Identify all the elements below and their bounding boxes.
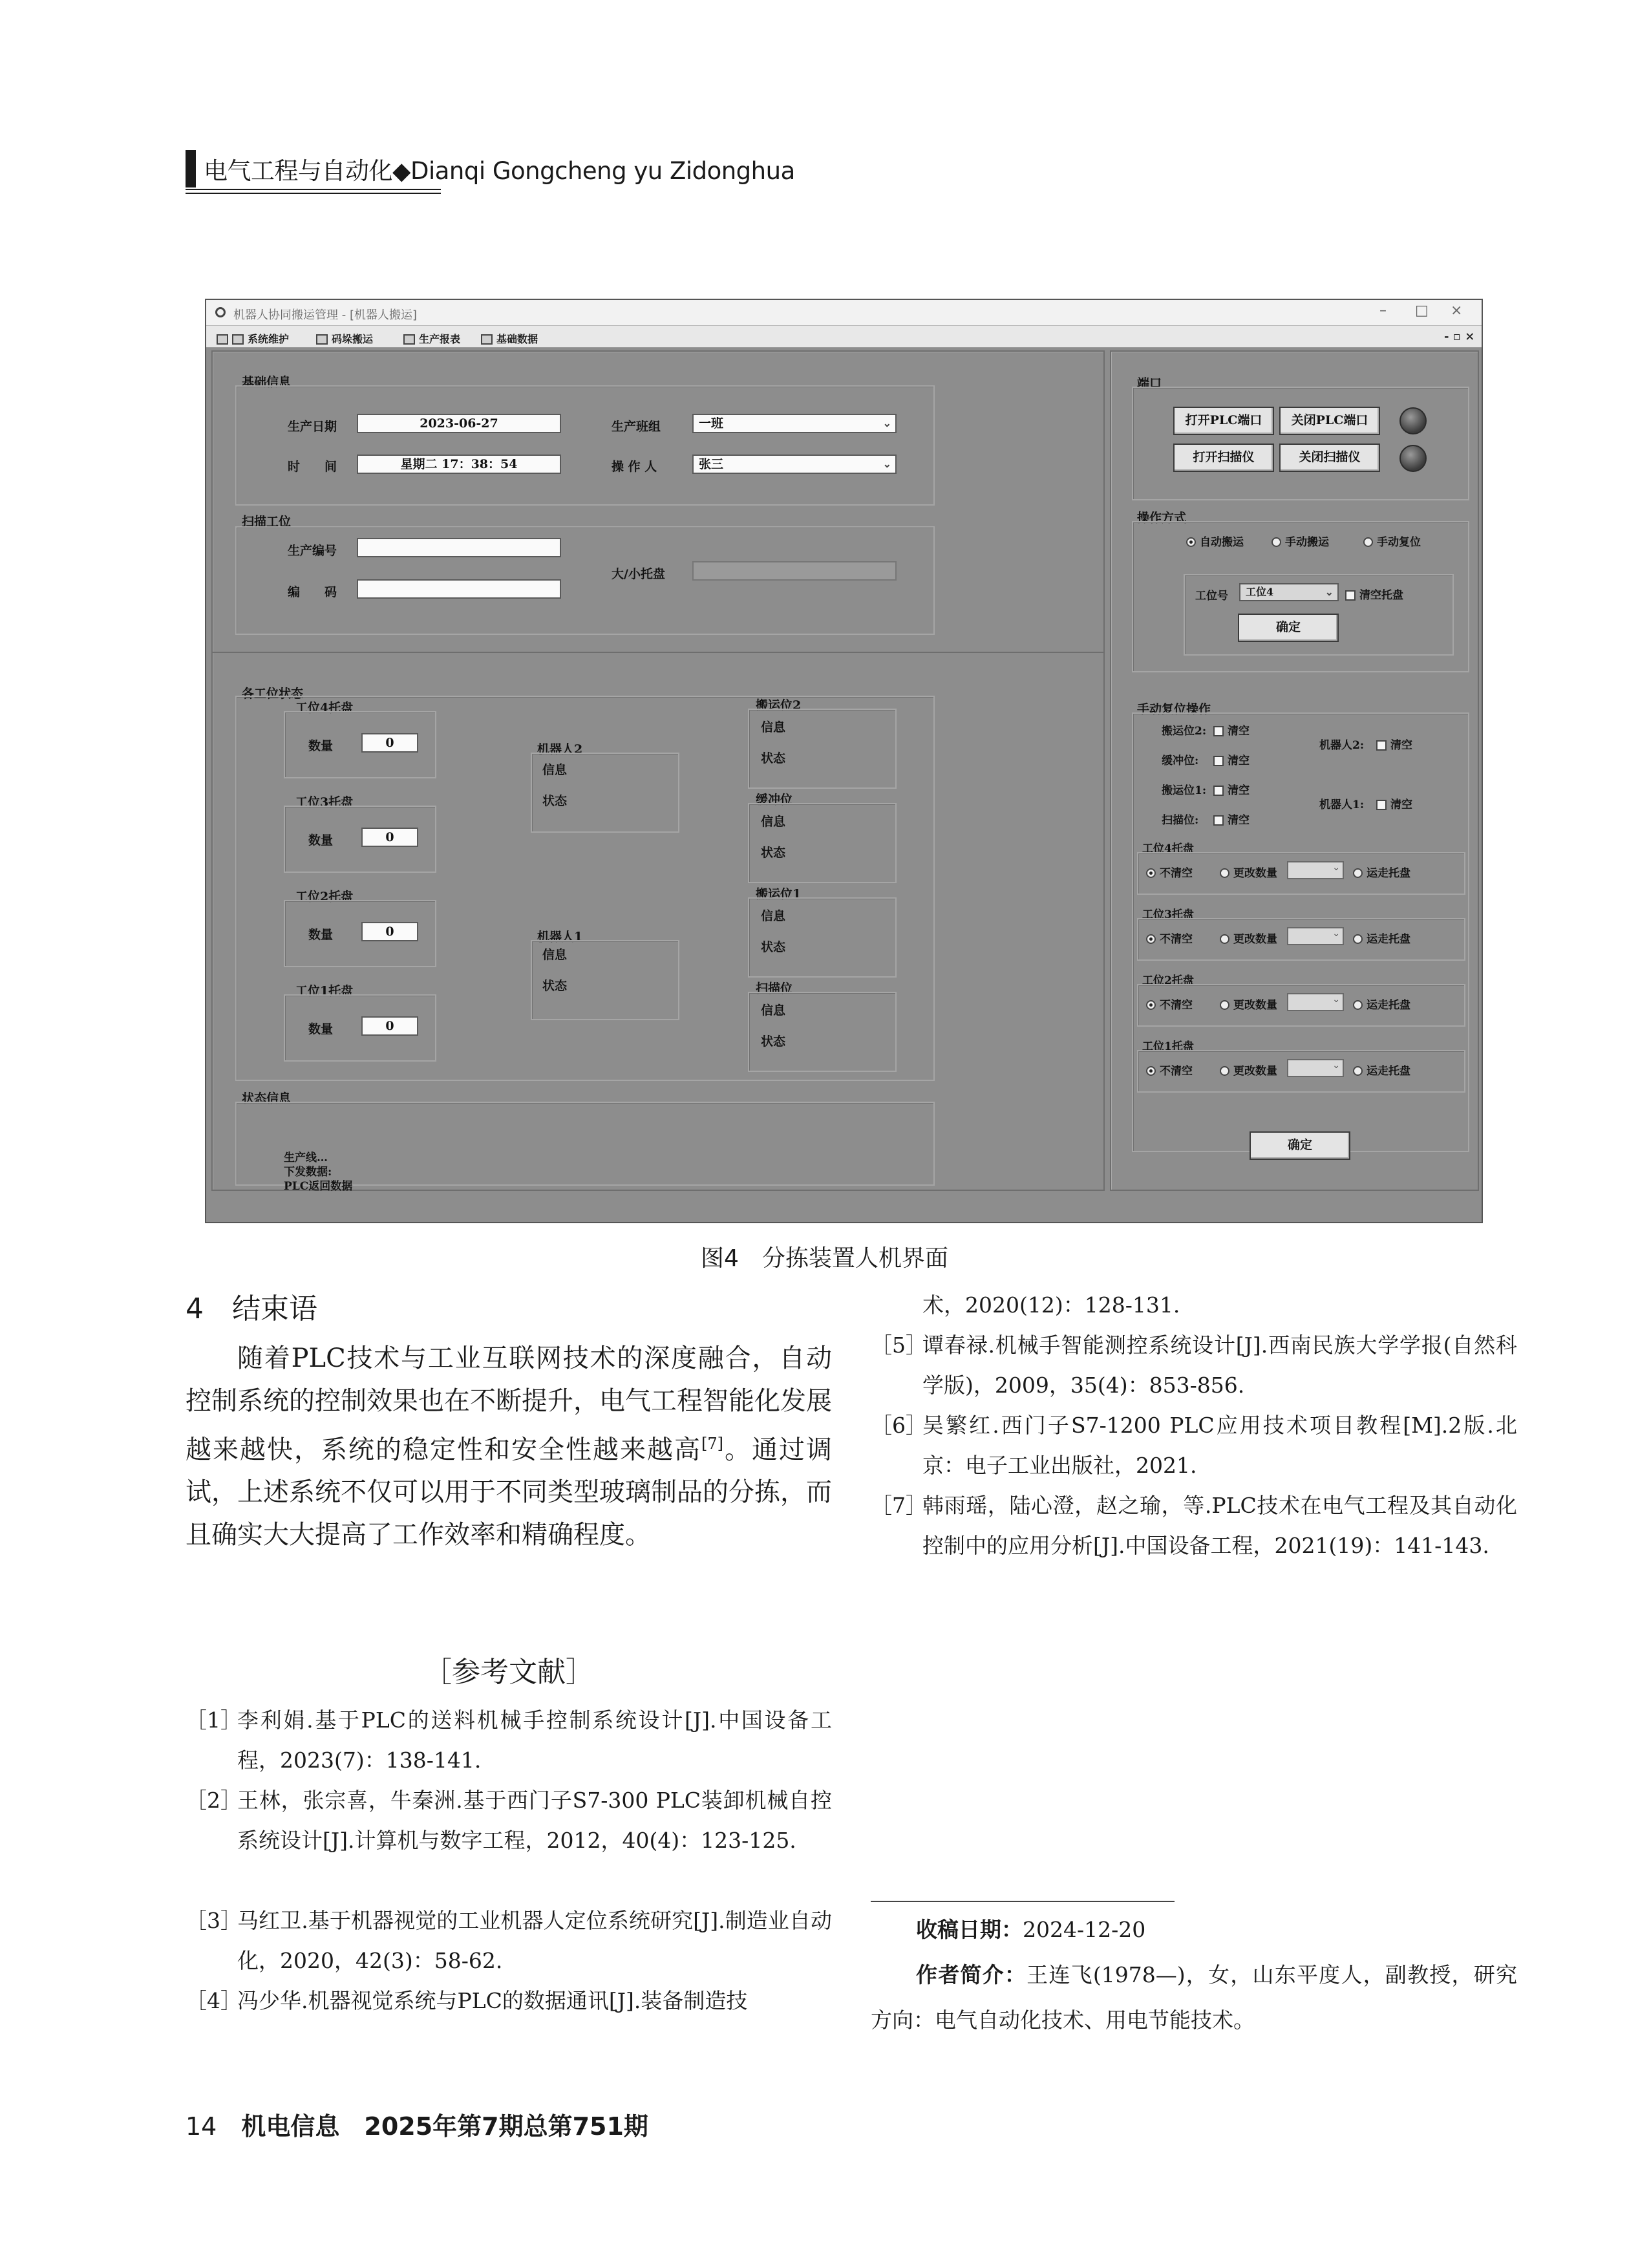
tray4-qty-select[interactable]: [1287, 861, 1344, 879]
robot1-info: 信息: [542, 948, 568, 962]
reference-text: 术，2020(12)：128-131.: [922, 1292, 1180, 1318]
menu-label: 生产报表: [419, 333, 461, 345]
pos-carry1-info: 信息: [761, 909, 786, 923]
radio-off-icon: [1353, 1000, 1363, 1010]
tray2-label: 工位2托盘: [295, 890, 354, 904]
reset-tray3-label: 工位3托盘: [1142, 908, 1194, 921]
tray4-change-radio[interactable]: [1220, 864, 1277, 880]
reference-text: 冯少华.机器视觉系统与PLC的数据通讯[J].装备制造技: [237, 1988, 748, 2013]
reference-item: [186, 1781, 832, 1901]
report-icon: [403, 334, 415, 345]
date-label: 生产日期: [288, 420, 337, 434]
checkbox-icon: [1213, 726, 1224, 736]
basedata-icon: [481, 334, 493, 345]
tray4-label: 工位4托盘: [295, 701, 354, 715]
reference-text: 韩雨瑶，陆心澄，赵之瑜，等.PLC技术在电气工程及其自动化控制中的应用分析[J].中国设备工程，2021(19)：141-143.: [922, 1493, 1517, 1558]
clear-tray-checkbox[interactable]: [1345, 586, 1403, 602]
robot2-label: 机器人2: [537, 742, 583, 756]
checkbox-label: 清空: [1228, 725, 1250, 738]
prod-no-input[interactable]: [357, 538, 561, 557]
tray4-qty: 0: [361, 733, 418, 753]
pos-buffer-state: 状态: [761, 846, 786, 860]
reference-item: [186, 1981, 832, 2021]
pos-carry1-state: 状态: [761, 940, 786, 954]
app-icon: [215, 307, 226, 317]
chevron-down-icon: ⌄: [1332, 1060, 1340, 1071]
reference-number: ［4］: [186, 1988, 242, 2013]
tray-size-field: [692, 561, 897, 581]
radio-off-icon: [1353, 1066, 1363, 1076]
page-number: 14: [186, 2112, 217, 2141]
menu-item-palletize[interactable]: [316, 331, 373, 346]
close-scanner-button[interactable]: 关闭扫描仪: [1279, 444, 1380, 472]
open-plc-port-button[interactable]: 打开PLC端口: [1173, 407, 1274, 435]
reference-number: ［5］: [871, 1332, 927, 1358]
radio-off-icon: [1353, 934, 1363, 944]
status-line: 下发数据:: [284, 1166, 332, 1179]
checkbox-icon: [1345, 590, 1356, 601]
close-plc-port-button[interactable]: 关闭PLC端口: [1279, 407, 1380, 435]
station-value: 工位4: [1246, 586, 1274, 598]
reset-robot1-label: 机器人1:: [1319, 798, 1365, 811]
section-title: 4 结束语: [186, 1292, 317, 1325]
robot1-state: 状态: [542, 979, 568, 993]
stations-title: 各工位状态: [242, 687, 304, 701]
radio-label: 不清空: [1160, 1065, 1193, 1078]
time-field[interactable]: 星期二 17：38：54: [357, 455, 561, 474]
checkbox-icon: [1376, 800, 1387, 810]
footnote-rule: [871, 1901, 1175, 1902]
status-line: 生产线…: [284, 1151, 328, 1164]
menu-item-system[interactable]: [217, 331, 289, 346]
reference-number: ［7］: [871, 1493, 927, 1518]
tray3-qty-label: 数量: [308, 833, 334, 848]
robot1-label: 机器人1: [537, 930, 583, 944]
reset-robot2-checkbox[interactable]: [1376, 736, 1412, 752]
tray2-change-radio[interactable]: [1220, 996, 1277, 1012]
station-select[interactable]: [1239, 583, 1339, 601]
menu-icon: [217, 334, 228, 345]
paragraph-text: 。通过调试，上述系统不仅可以用于不同类型玻璃制品的分拣，而且确实大大提高了工作效率和精确程度。: [186, 1435, 832, 1550]
shift-value: 一班: [699, 416, 724, 431]
checkbox-label: 清空: [1390, 739, 1412, 752]
time-label: 时 间: [288, 460, 337, 474]
menu-label: 码垛搬运: [332, 333, 374, 345]
shift-select[interactable]: [692, 414, 897, 433]
reset-tray1-label: 工位1托盘: [1142, 1040, 1194, 1053]
reference-text: 王林，张宗喜，牛秦洲.基于西门子S7-300 PLC装卸机械自控系统设计[J].计算机与数字工程，2012，40(4)：123-125.: [237, 1788, 832, 1853]
maximize-button[interactable]: □: [1415, 303, 1429, 319]
reference-item: [871, 1486, 1517, 1606]
tray1-qty-label: 数量: [308, 1022, 334, 1036]
reference-number: ［1］: [186, 1707, 242, 1733]
scan-station-group: [235, 526, 935, 635]
mode-reset-label: 手动复位: [1377, 536, 1421, 549]
status-info-group: [235, 1102, 935, 1186]
radio-on-icon: [1186, 537, 1196, 547]
reference-item: [871, 1325, 1517, 1406]
clear-tray-label: 清空托盘: [1359, 589, 1403, 602]
reference-text: 马红卫.基于机器视觉的工业机器人定位系统研究[J].制造业自动化，2020，42(3)：58-62.: [237, 1908, 832, 1973]
reference-text: 吴繁红.西门子S7-1200 PLC应用技术项目教程[M].2版.北京：电子工业出版社，2021.: [922, 1413, 1517, 1478]
chevron-down-icon: ⌄: [1325, 586, 1334, 598]
radio-label: 运走托盘: [1367, 1065, 1410, 1078]
menu-item-basedata[interactable]: [481, 331, 538, 346]
mode-auto-label: 自动搬运: [1200, 536, 1244, 549]
plc-status-led-icon: [1399, 407, 1427, 434]
system-icon: [232, 334, 244, 345]
paragraph-text: 随着PLC技术与工业互联网技术的深度融合，自动控制系统的控制效果也在不断提升，电气工程智能化发展越来越快，系统的稳定性和安全性越来越高: [186, 1343, 832, 1465]
reference-number: ［6］: [871, 1413, 927, 1438]
tray3-remove-radio[interactable]: [1353, 930, 1410, 946]
chevron-down-icon: ⌄: [882, 417, 891, 429]
checkbox-icon: [1213, 786, 1224, 796]
minimize-button[interactable]: –: [1379, 303, 1387, 319]
checkbox-label: 清空: [1228, 814, 1250, 827]
palletize-icon: [316, 334, 328, 345]
author-label: 作者简介：: [916, 1962, 1027, 1987]
chevron-down-icon: ⌄: [882, 458, 891, 470]
citation: [7]: [701, 1435, 723, 1453]
radio-label: 运走托盘: [1367, 867, 1410, 880]
robot2-state: 状态: [542, 794, 568, 808]
reset-carry2-checkbox[interactable]: [1213, 722, 1250, 738]
received-label: 收稿日期：: [916, 1917, 1023, 1942]
basic-info-title: 基础信息: [242, 375, 292, 389]
shift-label: 生产班组: [612, 420, 661, 434]
checkbox-icon: [1213, 815, 1224, 826]
reference-text: 谭春禄.机械手智能测控系统设计[J].西南民族大学学报(自然科学版)，2009，35(4)：853-856.: [922, 1332, 1517, 1398]
header-rule-double: [186, 193, 441, 194]
pos-carry2-label: 搬运位2: [756, 698, 802, 712]
radio-on-icon: [1146, 1000, 1156, 1010]
manual-reset-title: 手动复位操作: [1137, 702, 1211, 716]
mode-reset-radio[interactable]: [1363, 533, 1421, 549]
port-title: 端口: [1137, 376, 1162, 390]
references-title: ［参考文献］: [423, 1656, 594, 1689]
tray3-keep-radio[interactable]: [1146, 930, 1193, 946]
tray1-label: 工位1托盘: [295, 984, 354, 998]
status-line: PLC返回数据: [284, 1180, 353, 1193]
menu-label: 基础数据: [496, 333, 538, 345]
mdi-controls[interactable]: - ▫ ×: [1444, 330, 1475, 343]
pos-buffer-label: 缓冲位: [756, 793, 793, 807]
mode-auto-radio[interactable]: [1186, 533, 1244, 549]
header-rule: [186, 189, 441, 190]
tray4-keep-radio[interactable]: [1146, 864, 1193, 880]
window-title: 机器人协同搬运管理 - [机器人搬运]: [233, 308, 417, 322]
author-bio: [871, 1952, 1517, 2043]
window-titlebar: [206, 300, 1482, 326]
radio-label: 不清空: [1160, 999, 1193, 1012]
journal-issue: 机电信息 2025年第7期总第751期: [241, 2112, 648, 2141]
radio-label: 更改数量: [1233, 933, 1277, 946]
reference-text: 李利娟.基于PLC的送料机械手控制系统设计[J].中国设备工程，2023(7)：138-141.: [237, 1707, 832, 1773]
pos-carry2-info: 信息: [761, 720, 786, 734]
reset-robot1-checkbox[interactable]: [1376, 795, 1412, 811]
operator-value: 张三: [699, 457, 724, 471]
pos-carry1-label: 搬运位1: [756, 887, 802, 901]
reference-number: ［3］: [186, 1908, 242, 1933]
scanner-status-led-icon: [1399, 445, 1427, 472]
menu-item-report[interactable]: [403, 331, 460, 346]
header-title: 电气工程与自动化◆Dianqi Gongcheng yu Zidonghua: [204, 157, 795, 185]
checkbox-label: 清空: [1228, 784, 1250, 797]
checkbox-label: 清空: [1228, 754, 1250, 767]
journal-header: [186, 144, 795, 186]
basic-info-group: [235, 385, 935, 506]
radio-on-icon: [1146, 1066, 1156, 1076]
menu-bar: [206, 326, 1482, 348]
tray3-change-radio[interactable]: [1220, 930, 1277, 946]
radio-off-icon: [1220, 868, 1229, 878]
radio-off-icon: [1220, 1000, 1229, 1010]
close-button[interactable]: ×: [1451, 303, 1463, 319]
tray3-qty-select[interactable]: [1287, 927, 1344, 945]
radio-label: 不清空: [1160, 867, 1193, 880]
reset-carry2-label: 搬运位2:: [1162, 725, 1207, 738]
page-footer: [186, 2106, 648, 2142]
reset-buffer-checkbox[interactable]: [1213, 751, 1250, 767]
tray4-qty-label: 数量: [308, 739, 334, 753]
author-value: 王连飞(1978—)，女，山东平度人，副教授，研究方向：电气自动化技术、用电节能技术。: [871, 1962, 1518, 2033]
reset-robot2-label: 机器人2:: [1319, 739, 1365, 752]
tray1-remove-radio[interactable]: [1353, 1062, 1410, 1078]
reference-item: [871, 1406, 1517, 1486]
radio-label: 运走托盘: [1367, 933, 1410, 946]
chevron-down-icon: ⌄: [1332, 994, 1340, 1005]
reset-carry1-label: 搬运位1:: [1162, 784, 1207, 797]
radio-off-icon: [1271, 537, 1281, 547]
radio-label: 更改数量: [1233, 867, 1277, 880]
scan-station-title: 扫描工位: [242, 515, 292, 529]
chevron-down-icon: ⌄: [1332, 928, 1340, 939]
radio-on-icon: [1146, 868, 1156, 878]
station-label: 工位号: [1195, 590, 1228, 603]
pos-scan-info: 信息: [761, 1003, 786, 1018]
radio-label: 不清空: [1160, 933, 1193, 946]
prod-no-label: 生产编号: [288, 544, 337, 558]
figure-caption: 图4 分拣装置人机界面: [701, 1245, 948, 1272]
radio-off-icon: [1353, 868, 1363, 878]
received-date: [871, 1907, 1517, 1952]
reset-scan-checkbox[interactable]: [1213, 811, 1250, 827]
reference-number: ［2］: [186, 1788, 242, 1813]
op-mode-title: 操作方式: [1137, 511, 1187, 525]
robot2-info: 信息: [542, 763, 568, 777]
status-info-title: 状态信息: [242, 1091, 292, 1106]
tray2-qty-label: 数量: [308, 928, 334, 942]
reference-item-continued: [871, 1285, 1517, 1325]
tray2-qty: 0: [361, 922, 418, 941]
radio-label: 运走托盘: [1367, 999, 1410, 1012]
code-label: 编 码: [288, 585, 337, 599]
radio-off-icon: [1220, 934, 1229, 944]
reset-carry1-checkbox[interactable]: [1213, 781, 1250, 797]
radio-off-icon: [1363, 537, 1373, 547]
tray-size-label: 大/小托盘: [612, 567, 665, 581]
pos-carry2-state: 状态: [761, 751, 786, 765]
code-input[interactable]: [357, 579, 561, 599]
mode-manual-radio[interactable]: [1271, 533, 1329, 549]
tray3-qty: 0: [361, 828, 418, 847]
checkbox-icon: [1376, 740, 1387, 751]
header-bar: [186, 150, 196, 187]
reset-tray2-label: 工位2托盘: [1142, 974, 1194, 987]
tray2-keep-radio[interactable]: [1146, 996, 1193, 1012]
tray1-qty-select[interactable]: [1287, 1059, 1344, 1077]
open-scanner-button[interactable]: 打开扫描仪: [1173, 444, 1274, 472]
section-paragraph: [186, 1337, 832, 1556]
radio-on-icon: [1146, 934, 1156, 944]
reset-tray4-label: 工位4托盘: [1142, 842, 1194, 855]
hmi-screenshot-figure: [205, 299, 1483, 1223]
operator-label: 操 作 人: [612, 460, 657, 474]
radio-off-icon: [1220, 1066, 1229, 1076]
operator-select[interactable]: [692, 455, 897, 474]
pos-buffer-info: 信息: [761, 815, 786, 829]
tray1-keep-radio[interactable]: [1146, 1062, 1193, 1078]
checkbox-icon: [1213, 756, 1224, 766]
menu-label: 系统维护: [248, 333, 290, 345]
tray3-label: 工位3托盘: [295, 795, 354, 809]
tray1-qty: 0: [361, 1016, 418, 1036]
manual-reset-ok-button[interactable]: 确定: [1250, 1131, 1350, 1160]
pos-scan-state: 状态: [761, 1034, 786, 1049]
checkbox-label: 清空: [1390, 798, 1412, 811]
radio-label: 更改数量: [1233, 1065, 1277, 1078]
tray4-remove-radio[interactable]: [1353, 864, 1410, 880]
tray2-remove-radio[interactable]: [1353, 996, 1410, 1012]
reset-scan-label: 扫描位:: [1162, 814, 1199, 827]
tray1-change-radio[interactable]: [1220, 1062, 1277, 1078]
reference-item: [186, 1700, 832, 1781]
reset-buffer-label: 缓冲位:: [1162, 754, 1199, 767]
chevron-down-icon: ⌄: [1332, 862, 1340, 873]
tray2-qty-select[interactable]: [1287, 993, 1344, 1011]
date-field[interactable]: 2023-06-27: [357, 414, 561, 433]
op-mode-ok-button[interactable]: 确定: [1238, 614, 1339, 642]
received-value: 2024-12-20: [1023, 1917, 1146, 1942]
reference-item: [186, 1901, 832, 1981]
mode-manual-label: 手动搬运: [1285, 536, 1329, 549]
radio-label: 更改数量: [1233, 999, 1277, 1012]
pos-scan-label: 扫描位: [756, 981, 793, 996]
